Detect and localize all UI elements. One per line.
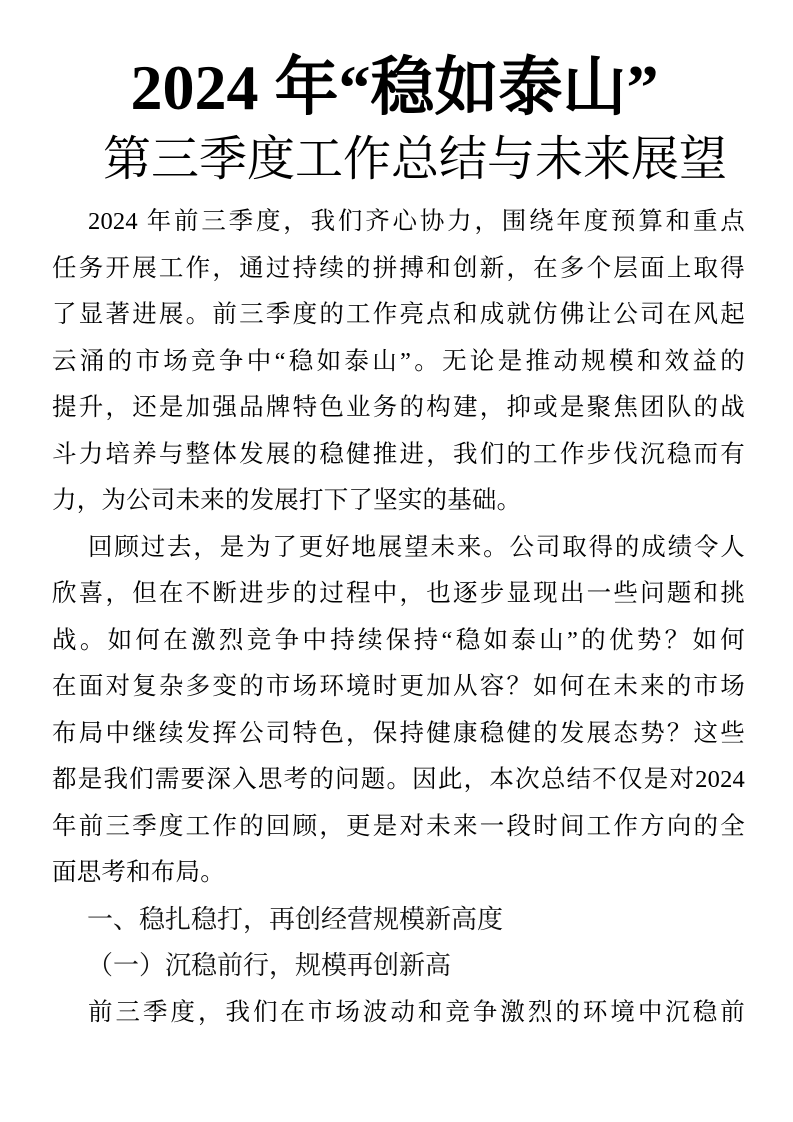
- section-heading: 一、稳扎稳打，再创经营规模新高度: [87, 904, 504, 935]
- text-line: 云涌的市场竞争中“稳如泰山”。无论是推动规模和效益的: [52, 347, 745, 375]
- text-line: 面思考和布局。: [52, 859, 225, 886]
- text-line: 任务开展工作，通过持续的拼搏和创新，在多个层面上取得: [52, 254, 745, 282]
- text-line: 都是我们需要深入思考的问题。因此，本次总结不仅是对2024: [52, 766, 745, 793]
- text-line: 了显著进展。前三季度的工作亮点和成就仿佛让公司在风起: [52, 301, 745, 328]
- text-line: 在面对复杂多变的市场环境时更加从容？如何在未来的市场: [52, 673, 745, 700]
- section-paragraph: [52, 990, 745, 1037]
- subsection-heading: （一）沉稳前行，规模再创新高: [87, 951, 452, 981]
- text-line: 布局中继续发挥公司特色，保持健康稳健的发展态势？这些: [52, 719, 745, 747]
- text-line: 年前三季度工作的回顾，更是对未来一段时间工作方向的全: [52, 812, 745, 840]
- text-line: 2024 年前三季度，我们齐心协力，围绕年度预算和重点: [88, 208, 745, 235]
- intro-paragraph-2: [52, 525, 745, 897]
- text-line: 战。如何在激烈竞争中持续保持“稳如泰山”的优势？如何: [52, 626, 745, 654]
- text-line: 力，为公司未来的发展打下了坚实的基础。: [52, 487, 522, 514]
- document-title: 2024 年“稳如泰山”: [130, 52, 659, 123]
- text-line: 提升，还是加强品牌特色业务的构建，抑或是聚焦团队的战: [52, 394, 745, 421]
- text-line: 欣喜，但在不断进步的过程中，也逐步显现出一些问题和挑: [52, 580, 745, 607]
- document-subtitle: 第三季度工作总结与未来展望: [103, 133, 728, 186]
- intro-paragraph-1: [52, 199, 745, 525]
- text-line: 前三季度，我们在市场波动和竞争激烈的环境中沉稳前: [88, 998, 745, 1026]
- document-body: [52, 199, 745, 1036]
- text-line: 回顾过去，是为了更好地展望未来。公司取得的成绩令人: [88, 533, 745, 561]
- text-line: 斗力培养与整体发展的稳健推进，我们的工作步伐沉稳而有: [52, 440, 745, 468]
